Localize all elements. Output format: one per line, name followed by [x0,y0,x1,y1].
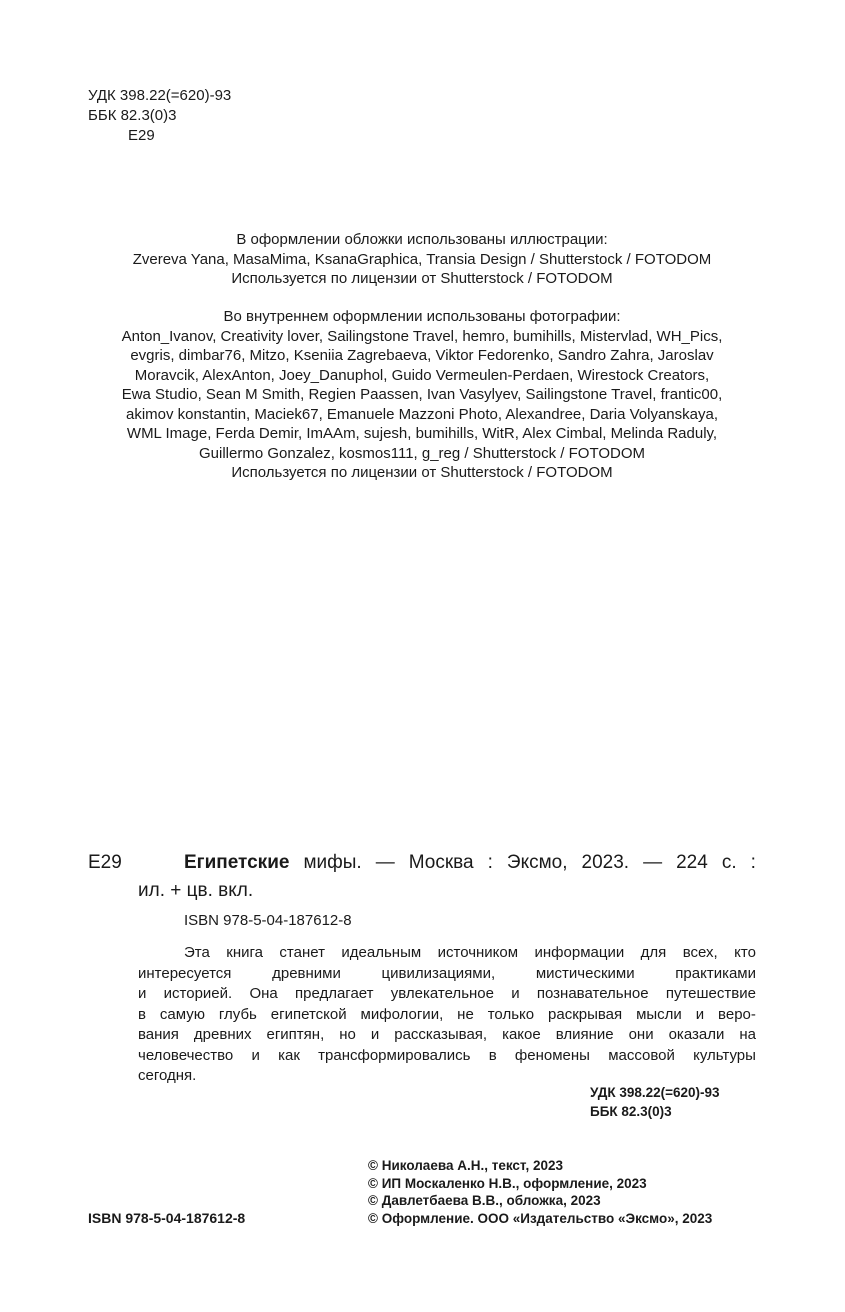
annotation-word: и [138,985,147,1002]
interior-credits-line: WML Image, Ferda Demir, ImAAm, sujesh, bumihills, WitR, Alex Cimbal, Melinda Raduly, [126,425,718,442]
copyright-line: © ИП Москаленко Н.В., оформление, 2023 [368,1175,647,1191]
bib-word: мифы. [303,852,362,873]
annotation-word: источником [437,944,519,961]
author-sign: Е29 [128,127,155,144]
annotation-word: культуры [693,1046,756,1064]
annotation-word: но [339,1026,356,1043]
footer-bbk: ББК 82.3(0)3 [590,1104,672,1119]
annotation-line [138,1046,756,1067]
bib-word: Москва [408,852,474,873]
annotation-line [138,964,756,985]
annotation-line [138,984,756,1005]
cover-credits [80,230,764,289]
annotation-word: на [739,1026,756,1043]
bib-word: 224 [676,852,708,873]
annotation-word: мифологии, [360,1005,444,1023]
annotation-word: массовой [608,1046,675,1064]
annotation-word: раскрывая [548,1005,623,1023]
annotation-word: и [251,1046,260,1064]
annotation-word: египетской [270,1005,347,1023]
annotation-word: трансформировались [318,1046,471,1064]
annotation-word: кто [734,944,756,961]
annotation-word: древних [193,1026,252,1043]
bib-title: Египетские [184,852,290,873]
annotation-word: цивилизациями, [381,964,496,982]
annotation-word: интересуется [138,964,232,982]
interior-credits-line: akimov konstantin, Maciek67, Emanuele Mazzoni Photo, Alexandree, Daria Volyanskaya, [126,405,718,423]
interior-credits-line: evgris, dimbar76, Mitzo, Kseniia Zagrebaeva, Viktor Fedorenko, Sandro Zahra, Jaroslav [130,347,714,364]
annotation-word: мысли [636,1005,682,1023]
interior-credits-line: Anton_Ivanov, Creativity lover, Sailingstone Travel, hemro, bumihills, Mistervlad, WH_Pics, [121,327,723,345]
annotation-word: предлагает [294,985,374,1002]
footer-udk: УДК 398.22(=620)-93 [590,1085,720,1100]
annotation-word: путешествие [665,985,756,1002]
annotation [138,943,756,1087]
cover-credits-license: Используется по лицензии от Shutterstock / FOTODOM [231,270,613,287]
bib-line-2: ил. + цв. вкл. [138,880,254,901]
annotation-word: египтян, [266,1026,325,1043]
interior-credits [80,307,764,483]
annotation-word: и [695,1005,705,1023]
annotation-word: только [487,1005,535,1023]
annotation-word: вания [138,1026,179,1043]
annotation-word: информации [534,944,625,961]
bib-word: : [750,852,756,873]
bib-word: — [375,852,395,873]
copyright-line: © Давлетбаева В.В., обложка, 2023 [368,1193,601,1209]
annotation-line [138,943,756,964]
bbk-code: ББК 82.3(0)3 [88,107,177,124]
interior-credits-line: Ewa Studio, Sean M Smith, Regien Paassen, Ivan Vasylyev, Sailingstone Travel, frantic00, [121,386,723,403]
annotation-word: Эта [184,944,210,961]
interior-credits-license: Используется по лицензии от Shutterstock / FOTODOM [231,464,613,481]
annotation-word: человечество [138,1046,234,1064]
annotation-word: какое [502,1026,541,1043]
interior-credits-line: Moravcik, AlexAnton, Joey_Danuphol, Guido Vermeulen-Perdaen, Wirestock Creators, [134,366,710,384]
annotation-word: мистическими [535,964,635,982]
annotation-word: оказали [668,1026,725,1043]
annotation-word: глубь [218,1005,257,1023]
bib-word: 2023. [581,852,630,873]
footer-classification [590,1083,720,1121]
annotation-word: и [370,1026,380,1043]
bib-word: — [643,852,663,873]
annotation-word: древними [272,964,341,982]
cover-credits-heading: В оформлении обложки использованы иллюстрации: [236,231,608,248]
annotation-word: идеальным [341,944,422,961]
annotation-word: познавательное [536,985,649,1002]
annotation-word: станет [279,944,325,961]
cover-credits-names: Zvereva Yana, MasaMima, KsanaGraphica, Transia Design / Shutterstock / FOTODOM [132,250,712,268]
annotation-word: историей. [163,985,233,1002]
annotation-line [138,1005,756,1026]
annotation-word: в [138,1005,146,1023]
annotation-word: они [628,1026,654,1043]
bib-isbn: ISBN 978-5-04-187612-8 [184,912,352,929]
copyright-line: © Николаева А.Н., текст, 2023 [368,1158,564,1173]
annotation-word: влияние [555,1026,614,1043]
annotation-word: как [278,1046,300,1064]
annotation-line [138,1025,756,1046]
copyright-block [368,1157,712,1228]
udk-code: УДК 398.22(=620)-93 [88,87,232,104]
annotation-word: феномены [514,1046,590,1064]
annotation-word: Она [249,985,278,1002]
annotation-word: и [511,985,520,1002]
interior-credits-heading: Во внутреннем оформлении использованы фотографии: [223,308,621,325]
annotation-word: книга [226,944,263,961]
annotation-word: не [457,1005,474,1023]
interior-credits-line: Guillermo Gonzalez, kosmos111, g_reg / Shutterstock / FOTODOM [199,444,645,462]
annotation-word: увлекательное [390,985,494,1002]
annotation-word: практиками [675,964,756,982]
bib-word: Эксмо, [506,852,568,873]
bib-word: с. [721,852,737,873]
annotation-word: веро- [718,1005,756,1023]
annotation-word: рассказывая, [394,1026,488,1043]
annotation-line: сегодня. [138,1067,197,1084]
bib-title-line [184,851,756,875]
annotation-word: всех, [682,944,718,961]
annotation-word: самую [159,1005,205,1023]
bib-word: : [487,852,493,873]
annotation-word: для [640,944,667,961]
footer-isbn: ISBN 978-5-04-187612-8 [88,1210,246,1226]
copyright-line: © Оформление. ООО «Издательство «Эксмо», 2023 [368,1211,713,1227]
classification-block [88,86,231,146]
bib-code: Е29 [88,852,122,873]
annotation-word: в [488,1046,497,1064]
